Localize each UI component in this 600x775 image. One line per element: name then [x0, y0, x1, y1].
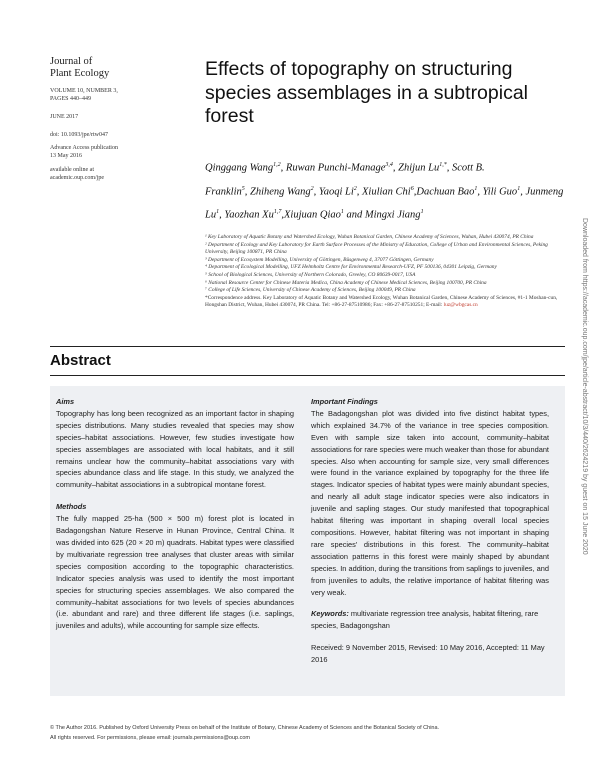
author-affiliation-marker: 2	[353, 185, 357, 192]
article-title: Effects of topography on structuring species assemblages in a subtropical forest	[205, 58, 529, 127]
correspondence-text: *Correspondence address. Key Laboratory of Aquatic Botany and Watershed Ecology, Wuhan Botanical Garden, Chinese Academy of Sciences, #1-1 Moshan-cun, Hongshan District, Wuhan, Hubei 430074, PR China. Tel: +86-27-87510986; Fax: +86-27-87510251; E-mail:	[205, 294, 558, 309]
author-separator: ,	[446, 162, 452, 174]
abstract-left-column	[56, 396, 294, 642]
author-name: Mingxi Jiang	[364, 209, 421, 221]
email-link[interactable]: luz@wbgcas.cn	[443, 302, 478, 309]
journal-name-line1: Journal of	[50, 56, 93, 67]
advance-access	[50, 145, 118, 160]
author-separator: ,	[313, 186, 319, 197]
author-separator: ,	[477, 186, 483, 197]
author-affiliation-marker: 1	[340, 209, 344, 215]
affiliation-5: ⁵ School of Biological Sciences, University of Northern Colorado, Greeley, CO 80639-0017, USA	[205, 271, 416, 278]
author-separator: ,	[244, 186, 250, 197]
author-name: Dachuan Bao	[416, 186, 475, 197]
methods-heading: Methods	[56, 502, 87, 512]
author-affiliation-marker: 2	[310, 185, 314, 192]
affiliation-2: ² Department of Ecology and Key Laboratory for Earth Surface Processes of the Ministry of Education, College of Urban and Environmental Sciences, Peking University, Beijing 100871, PR China	[205, 241, 548, 256]
author-name: Xiulian Chi	[362, 186, 411, 197]
author-name: Yili Guo	[482, 186, 518, 197]
author-affiliation-marker: 1	[517, 185, 521, 192]
author-separator: ,	[219, 209, 225, 221]
available-online-url[interactable]: academic.oup.com/jpe	[50, 174, 104, 181]
author-affiliation-marker: 6	[410, 185, 414, 192]
findings-heading: Important Findings	[311, 397, 378, 406]
keywords-text: multivariate regression tree analysis, habitat filtering, rare species, Badagongshan	[311, 609, 539, 631]
author-name: Scott B. Franklin	[205, 162, 485, 197]
permissions-line: All rights reserved. For permissions, please email: journals.permissions@oup.com	[50, 734, 250, 741]
download-notice	[578, 218, 588, 668]
copyright-footer	[50, 724, 439, 743]
author-separator: ,	[392, 162, 399, 174]
affiliation-1: ¹ Key Laboratory of Aquatic Botany and Watershed Ecology, Wuhan Botanical Garden, Chinese Academy of Sciences, Wuhan, Hubei 430074, PR China	[205, 234, 534, 240]
divider-bottom	[50, 375, 565, 376]
author-list	[205, 155, 565, 226]
affiliation-4: ⁴ Department of Ecological Modelling, UFZ Helmholtz Centre for Environmental Research-UFZ, PF 500136, 04301 Leipzig, Germany	[205, 264, 497, 271]
author-separator: ,	[280, 162, 286, 174]
journal-date: JUNE 2017	[50, 114, 79, 120]
author-name: Yaozhan Xu	[224, 209, 274, 221]
author-separator: ,	[413, 186, 417, 197]
author-affiliation-marker: 1	[216, 209, 220, 215]
author-separator: ,	[520, 186, 526, 197]
author-separator: and	[343, 209, 365, 221]
affiliations	[205, 234, 565, 310]
author-affiliation-marker: 1	[474, 185, 478, 192]
author-separator: ,	[356, 186, 363, 197]
available-online	[50, 167, 104, 182]
abstract-heading: Abstract	[50, 352, 111, 369]
author-name: Zhiheng Wang	[250, 186, 311, 197]
author-separator: ,	[281, 209, 284, 221]
aims-heading: Aims	[56, 397, 75, 406]
author-affiliation-marker: 1,*	[439, 162, 447, 168]
author-name: Xiujuan Qiao	[283, 209, 341, 221]
abstract-right-column	[311, 396, 549, 676]
journal-volume: VOLUME 10, NUMBER 3,	[50, 88, 118, 94]
methods-text: The fully mapped 25-ha (500 × 500 m) forest plot is located in Badagongshan Nature Reserve in Hunan Province, Central China. It was divided into 625 (20 × 20 m) quadrats. Habitat types were classified by multivariate regression tree analyses that cluster areas with similar species composition according to the topographic characteristics. Indicator species analysis was used to identify the most important species for structuring species assemblages. We also compared the community–habitat associations for two levels of species abundances (i.e. abundant and rare) and three different life stages (i.e. saplings, juveniles and adults), while accounting for sample size effects.	[56, 514, 294, 631]
doi[interactable]: doi: 10.1093/jpe/rtw047	[50, 132, 108, 138]
author-name: Qinggang Wang	[205, 162, 274, 174]
received-dates: Received: 9 November 2015, Revised: 10 May 2016, Accepted: 11 May 2016	[311, 643, 545, 665]
author-affiliation-marker: 1,2	[273, 162, 281, 168]
affiliation-3: ³ Department of Ecosystem Modelling, University of Göttingen, Büsgenweg 4, 37077 Göttingen, Germany	[205, 256, 434, 263]
journal-name-line2: Plant Ecology	[50, 68, 110, 79]
affiliation-6: ⁶ National Resource Center for Chinese Materia Medica, China Academy of Chinese Medical Sciences, Beijing 100700, PR China	[205, 279, 487, 286]
aims-text: Topography has long been recognized as an important factor in shaping species distributions. Many studies revealed that species may show species–habitat associations. However, few studies investigate how species assemblages are associated with local habitats, and it still remains unclear how the community–habitat associations vary with species abundance class and life stage. In this study, we analyzed the community–habitat associations in a subtropical montane forest.	[56, 408, 294, 490]
author-affiliation-marker: 1,7	[273, 209, 282, 215]
journal-name	[50, 56, 109, 80]
keywords	[311, 608, 549, 632]
advance-access-line1: Advance Access publication	[50, 145, 118, 151]
available-online-line1: available online at	[50, 167, 94, 173]
journal-volume-info	[50, 88, 118, 103]
findings-text: The Badagongshan plot was divided into five distinct habitat types, which explained 34.7% of the variance in tree species composition. Even with sample size taken into account, community–habitat associations for rare species were much weaker than those for abundant species. Also when accounting for sample size, very small differences were found in the variance explained by topography for the three life stages. Indicator species of habitat types were mainly abundant species, and nearly all adult stage indicator species were also indicators in juvenile and sapling stages. Our study manifested that topographical habitat filtering was important in shaping overall local species compositions. However, habitat filtering was not important in shaping rare species' distributions in this forest. The community–habitat association patterns in this forest were mainly shaped by abundant species. In addition, during the transitions from saplings to juveniles, and from juveniles to adults, the relative importance of habitat filtering was very weak.	[311, 408, 549, 597]
divider-top	[50, 346, 565, 347]
keywords-label: Keywords:	[311, 609, 349, 619]
author-name: Zhijun Lu	[398, 162, 440, 174]
author-affiliation-marker: 5	[241, 185, 245, 192]
affiliation-7: ⁷ College of Life Sciences, University of Chinese Academy of Sciences, Beijing 100049, PR China	[205, 287, 416, 294]
author-affiliation-marker: 1	[420, 209, 424, 215]
author-name: Yaoqi Li	[318, 186, 354, 197]
author-name: Junmeng Lu	[205, 186, 564, 221]
download-notice-text: Downloaded from https://academic.oup.com/jpe/article-abstract/10/3/440/2624219 by guest on 15 June 2020	[581, 218, 588, 555]
author-name: Ruwan Punchi-Manage	[285, 162, 386, 174]
advance-access-line2: 13 May 2016	[50, 152, 82, 159]
author-affiliation-marker: 3,4	[385, 162, 393, 168]
copyright-line: © The Author 2016. Published by Oxford University Press on behalf of the Institute of Botany, Chinese Academy of Sciences and the Botanical Society of China.	[50, 725, 440, 731]
correspondence	[205, 295, 565, 310]
journal-pages: PAGES 440–449	[50, 95, 91, 102]
